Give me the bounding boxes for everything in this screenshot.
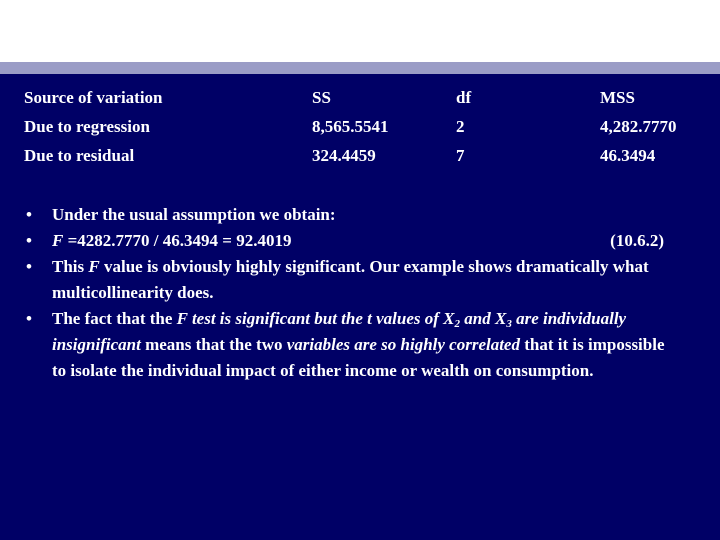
bullet-icon: • bbox=[26, 257, 32, 276]
row-source: Due to regression bbox=[24, 117, 150, 136]
slide-content bbox=[0, 74, 720, 540]
header-area bbox=[0, 0, 720, 62]
anova-header-row bbox=[24, 88, 704, 117]
bullet-item bbox=[24, 254, 674, 306]
header-source: Source of variation bbox=[24, 88, 163, 107]
anova-table bbox=[24, 88, 704, 175]
bullet-text: that it is impossible to isolate the individual impact of either income or wealth on consumption. bbox=[52, 335, 665, 380]
row-ss: 8,565.5541 bbox=[312, 117, 389, 136]
header-stripe bbox=[0, 62, 720, 74]
f-variable: F bbox=[88, 257, 100, 276]
bullet-item bbox=[24, 202, 674, 228]
bullet-text: means that the two bbox=[140, 335, 287, 354]
table-row bbox=[24, 117, 704, 146]
row-df: 7 bbox=[456, 146, 465, 165]
subscript: 2 bbox=[454, 318, 461, 330]
bullet-item bbox=[24, 306, 674, 384]
bullet-icon: • bbox=[26, 231, 32, 250]
row-source: Due to residual bbox=[24, 146, 135, 165]
bullet-text: The fact that the bbox=[52, 309, 177, 328]
table-row bbox=[24, 146, 704, 175]
subscript: 3 bbox=[506, 318, 512, 330]
emphasis-text: variables are so highly correlated bbox=[286, 335, 520, 354]
emphasis-text: and X bbox=[460, 309, 507, 328]
f-expression: =4282.7770 / 46.3494 = 92.4019 bbox=[63, 231, 292, 250]
bullet-icon: • bbox=[26, 205, 32, 224]
bullet-list bbox=[24, 202, 674, 384]
row-mss: 46.3494 bbox=[600, 146, 656, 165]
bullet-item bbox=[24, 228, 674, 254]
bullet-text: value is obviously highly significant. Our example shows dramatically what multicollinearity does. bbox=[52, 257, 649, 302]
header-df: df bbox=[456, 88, 472, 107]
row-df: 2 bbox=[456, 117, 465, 136]
header-mss: MSS bbox=[600, 88, 635, 107]
bullet-text: Under the usual assumption we obtain: bbox=[52, 205, 336, 224]
emphasis-text: are individually insignificant bbox=[52, 309, 627, 354]
equation-number: (10.6.2) bbox=[610, 231, 664, 250]
bullet-text: This bbox=[52, 257, 89, 276]
f-variable: F bbox=[52, 231, 64, 250]
emphasis-text: F test is significant but the t values of X bbox=[176, 309, 455, 328]
row-mss: 4,282.7770 bbox=[600, 117, 677, 136]
header-ss: SS bbox=[312, 88, 331, 107]
bullet-icon: • bbox=[26, 309, 32, 328]
row-ss: 324.4459 bbox=[312, 146, 376, 165]
